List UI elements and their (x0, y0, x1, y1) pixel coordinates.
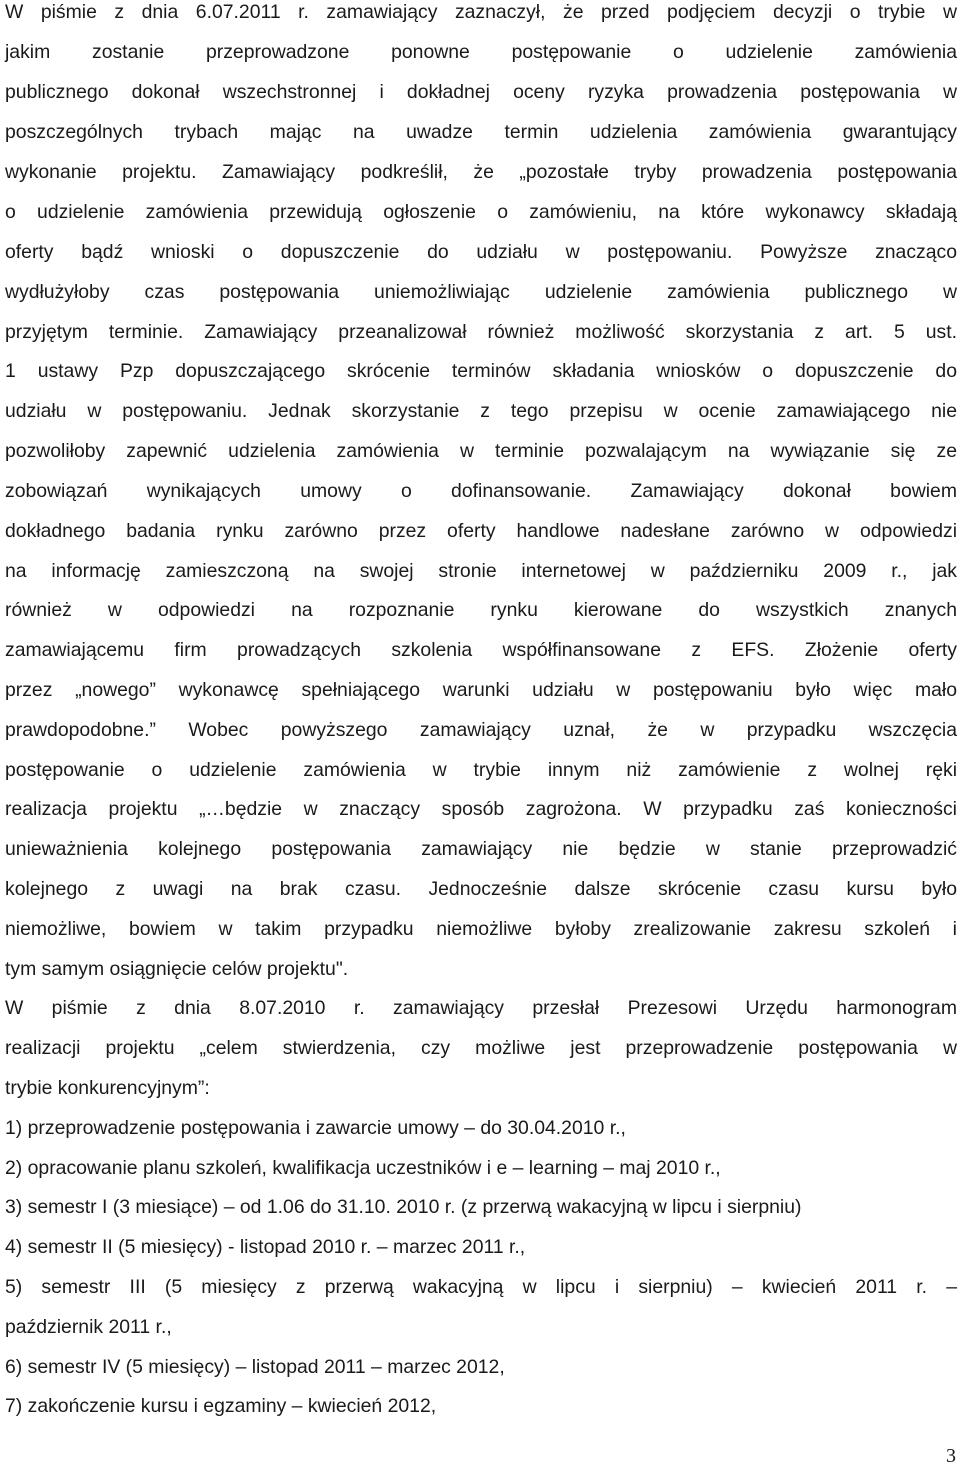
text-line: 1 ustawy Pzp dopuszczającego skrócenie terminów składania wniosków o dopuszczenie do (5, 360, 957, 382)
text-line: W piśmie z dnia 6.07.2011 r. zamawiający zaznaczył, że przed podjęciem decyzji o trybie w (5, 1, 957, 23)
list-item: 7) zakończenie kursu i egzaminy – kwiecień 2012, (5, 1395, 437, 1417)
text-line: kolejnego z uwagi na brak czasu. Jednocześnie dalsze skrócenie czasu kursu było (5, 878, 957, 900)
list-item: 1) przeprowadzenie postępowania i zawarcie umowy – do 30.04.2010 r., (5, 1117, 626, 1139)
text-line: wykonanie projektu. Zamawiający podkreślił, że „pozostałe tryby prowadzenia postępowania (5, 161, 957, 183)
text-line: unieważnienia kolejnego postępowania zamawiający nie będzie w stanie przeprowadzić (5, 838, 957, 860)
text-line: postępowanie o udzielenie zamówienia w trybie innym niż zamówienie z wolnej ręki (5, 759, 957, 781)
text-line: pozwoliłoby zapewnić udzielenia zamówienia w terminie pozwalającym na wywiązanie się ze (5, 440, 957, 462)
text-line: udziału w postępowaniu. Jednak skorzystanie z tego przepisu w ocenie zamawiającego nie (5, 400, 957, 422)
list-item: 6) semestr IV (5 miesięcy) – listopad 2011 – marzec 2012, (5, 1356, 505, 1378)
text-line: realizacji projektu „celem stwierdzenia, czy możliwe jest przeprowadzenie postępowania w (5, 1037, 957, 1059)
text-line: zamawiającemu firm prowadzących szkolenia współfinansowane z EFS. Złożenie oferty (5, 639, 957, 661)
text-line: wydłużyłoby czas postępowania uniemożliwiając udzielenie zamówienia publicznego w (5, 281, 957, 303)
text-line: o udzielenie zamówienia przewidują ogłoszenie o zamówieniu, na które wykonawcy składają (5, 201, 957, 223)
list-item: 2) opracowanie planu szkoleń, kwalifikacja uczestników i e – learning – maj 2010 r., (5, 1157, 721, 1179)
text-line: dokładnego badania rynku zarówno przez oferty handlowe nadesłane zarówno w odpowiedzi (5, 520, 957, 542)
text-line: publicznego dokonał wszechstronnej i dokładnej oceny ryzyka prowadzenia postępowania w (5, 81, 957, 103)
text-line: W piśmie z dnia 8.07.2010 r. zamawiający przesłał Prezesowi Urzędu harmonogram (5, 997, 957, 1019)
text-line: jakim zostanie przeprowadzone ponowne postępowanie o udzielenie zamówienia (5, 41, 957, 63)
text-line: również w odpowiedzi na rozpoznanie rynku kierowane do wszystkich znanych (5, 599, 957, 621)
text-line: zobowiązań wynikających umowy o dofinansowanie. Zamawiający dokonał bowiem (5, 480, 957, 502)
text-line: tym samym osiągnięcie celów projektu". (5, 958, 349, 980)
text-line: oferty bądź wnioski o dopuszczenie do udziału w postępowaniu. Powyższe znacząco (5, 241, 957, 263)
text-line: prawdopodobne.” Wobec powyższego zamawiający uznał, że w przypadku wszczęcia (5, 719, 957, 741)
list-item-continuation: październik 2011 r., (5, 1316, 172, 1338)
text-line: realizacja projektu „…będzie w znaczący sposób zagrożona. W przypadku zaś konieczności (5, 798, 957, 820)
text-line: niemożliwe, bowiem w takim przypadku niemożliwe byłoby zrealizowanie zakresu szkoleń i (5, 918, 957, 940)
page-number: 3 (946, 1445, 956, 1467)
text-line: na informację zamieszczoną na swojej stronie internetowej w październiku 2009 r., jak (5, 560, 957, 582)
list-item: 3) semestr I (3 miesiące) – od 1.06 do 31.10. 2010 r. (z przerwą wakacyjną w lipcu i sierpniu) (5, 1196, 802, 1218)
list-item: 5) semestr III (5 miesięcy z przerwą wakacyjną w lipcu i sierpniu) – kwiecień 2011 r. – (5, 1276, 957, 1298)
list-item: 4) semestr II (5 miesięcy) - listopad 2010 r. – marzec 2011 r., (5, 1236, 526, 1258)
text-line: przyjętym terminie. Zamawiający przeanalizował również możliwość skorzystania z art. 5 ust. (5, 321, 957, 343)
text-line: trybie konkurencyjnym”: (5, 1077, 210, 1099)
text-line: poszczególnych trybach mając na uwadze termin udzielenia zamówienia gwarantujący (5, 121, 957, 143)
text-line: przez „nowego” wykonawcę spełniającego warunki udziału w postępowaniu było więc mało (5, 679, 957, 701)
